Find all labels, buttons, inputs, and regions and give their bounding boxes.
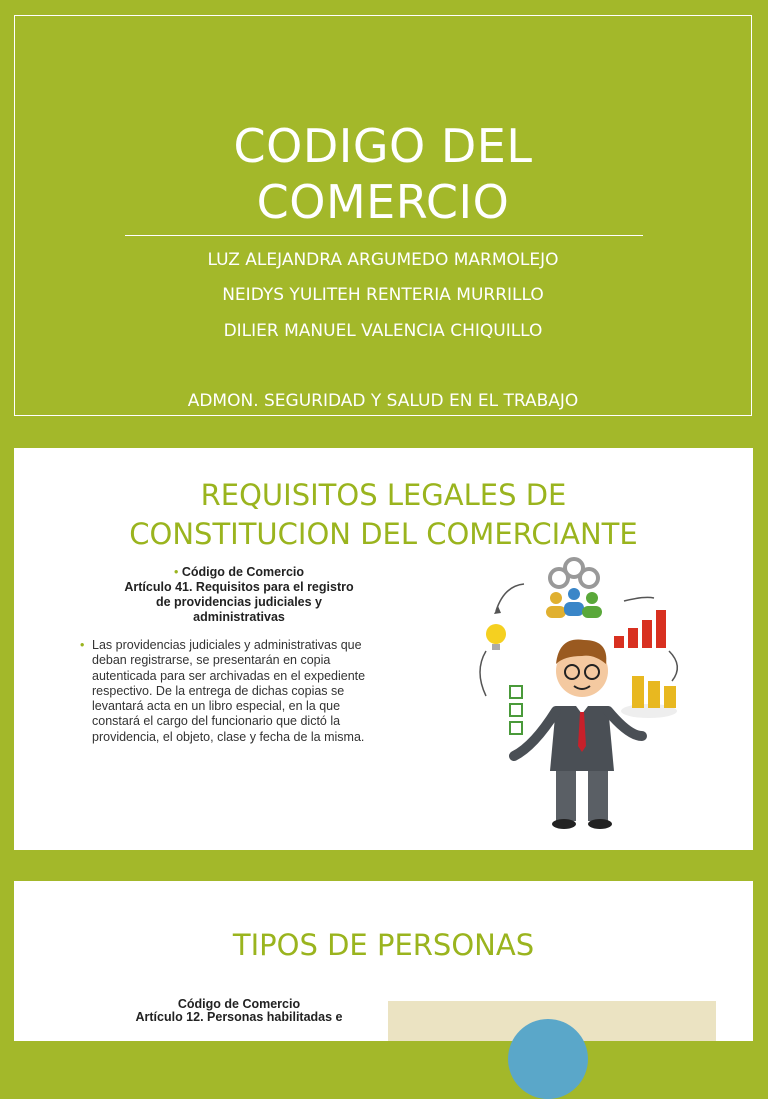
article-line-3: de providencias judiciales y <box>155 595 323 609</box>
globe-icon <box>508 1019 588 1099</box>
person-types-slide <box>14 881 753 1041</box>
person-article-line-1: Código de Comercio <box>177 997 301 1011</box>
author-3: DILIER MANUEL VALENCIA CHIQUILLO <box>223 321 543 341</box>
title-slide <box>14 15 752 416</box>
article-body-text: Las providencias judiciales y administrativas que deban registrarse, se presentarán en copia autenticada para ser archivadas en el expediente respectivo. De la entrega de dichas copias se levantará acta en un libro especial, en la que constará el cargo del funcionario que dictó la providencia, el objeto, clase y fecha de la misma. <box>92 638 366 744</box>
article-line-1: Código de Comercio <box>181 565 305 579</box>
requirements-title-line-1: REQUISITOS LEGALES DE <box>200 478 567 512</box>
title-divider <box>125 235 643 236</box>
person-types-article <box>94 998 384 1024</box>
author-1: LUZ ALEJANDRA ARGUMEDO MARMOLEJO <box>207 250 559 270</box>
article-body <box>80 638 370 745</box>
person-types-title: TIPOS DE PERSONAS <box>232 928 535 962</box>
businessman-icon <box>464 556 704 831</box>
bullet-icon: • <box>173 565 182 579</box>
article-heading <box>94 565 384 625</box>
title-line-2: COMERCIO <box>256 175 510 229</box>
title-line-1: CODIGO DEL <box>233 119 533 173</box>
requirements-title-line-2: CONSTITUCION DEL COMERCIANTE <box>129 517 638 551</box>
requirements-slide <box>14 448 753 850</box>
requirements-title <box>14 476 753 554</box>
article-line-4: administrativas <box>193 610 285 624</box>
presentation-title <box>15 118 751 230</box>
bullet-icon: • <box>80 638 85 652</box>
program-name: ADMON. SEGURIDAD Y SALUD EN EL TRABAJO <box>187 391 579 411</box>
person-types-image <box>388 1001 716 1041</box>
author-2: NEIDYS YULITEH RENTERIA MURRILLO <box>222 285 544 305</box>
article-line-2: Artículo 41. Requisitos para el registro <box>124 580 354 594</box>
person-article-line-2: Artículo 12. Personas habilitadas e <box>135 1010 343 1024</box>
